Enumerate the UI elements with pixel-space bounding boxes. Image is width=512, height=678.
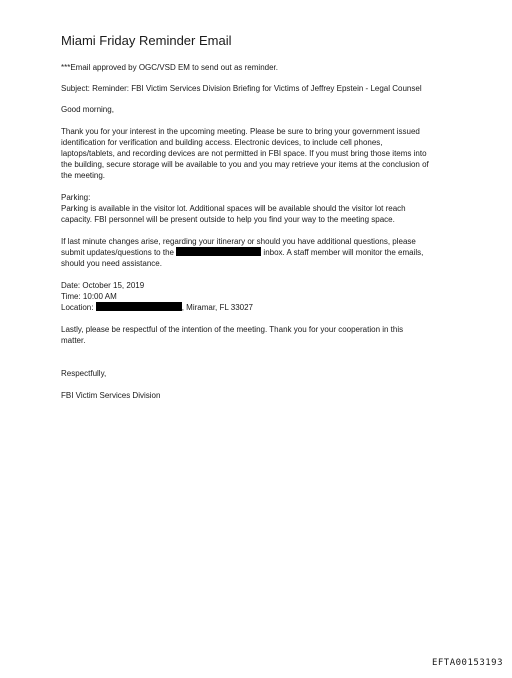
meeting-time: Time: 10:00 AM: [61, 292, 117, 301]
paragraph-changes: [61, 236, 461, 269]
email-subject: Subject: Reminder: FBI Victim Services Division Briefing for Victims of Jeffrey Epstein - Legal Counsel: [61, 84, 422, 93]
signoff: Respectfully,: [61, 369, 107, 378]
greeting: Good morning,: [61, 105, 114, 114]
redaction-box: [176, 247, 261, 256]
approval-note: ***Email approved by OGC/VSD EM to send out as reminder.: [61, 63, 278, 72]
paragraph-line: [61, 247, 461, 258]
paragraph-line: Lastly, please be respectful of the intention of the meeting. Thank you for your cooperation in this: [61, 325, 404, 334]
bates-number: EFTA00153193: [431, 658, 503, 668]
text-segment: submit updates/questions to the: [61, 248, 177, 257]
paragraph-instructions: [61, 126, 461, 181]
text-segment: , Miramar, FL 33027: [181, 303, 253, 312]
paragraph-line: capacity. FBI personnel will be present outside to help you find your way to the meeting space.: [61, 215, 395, 224]
paragraph-line: should you need assistance.: [61, 259, 162, 268]
document-body: [61, 33, 461, 401]
meeting-details: [61, 280, 461, 313]
paragraph-line: the building, secure storage will be available to you and you may retrieve your items at the conclusion of: [61, 160, 429, 169]
paragraph-line: matter.: [61, 336, 86, 345]
text-segment: Location:: [61, 303, 96, 312]
paragraph-closing: [61, 324, 461, 346]
paragraph-line: Parking is available in the visitor lot. Additional spaces will be available should the visitor lot reach: [61, 204, 406, 213]
meeting-date: Date: October 15, 2019: [61, 281, 145, 290]
meeting-location: [61, 302, 461, 313]
parking-heading: Parking:: [61, 193, 91, 202]
text-segment: inbox. A staff member will monitor the emails,: [261, 248, 424, 257]
paragraph-line: Thank you for your interest in the upcoming meeting. Please be sure to bring your government issued: [61, 127, 420, 136]
paragraph-line: identification for verification and building access. Electronic devices, to include cell phones,: [61, 138, 383, 147]
paragraph-line: the meeting.: [61, 171, 106, 180]
paragraph-parking: [61, 192, 461, 225]
redaction-box: [96, 302, 182, 311]
paragraph-line: If last minute changes arise, regarding your itinerary or should you have additional questions, please: [61, 237, 416, 246]
signature: FBI Victim Services Division: [61, 391, 161, 400]
document-title: Miami Friday Reminder Email: [61, 33, 232, 48]
paragraph-line: laptops/tablets, and recording devices are not permitted in FBI space. If you must bring those items into: [61, 149, 427, 158]
